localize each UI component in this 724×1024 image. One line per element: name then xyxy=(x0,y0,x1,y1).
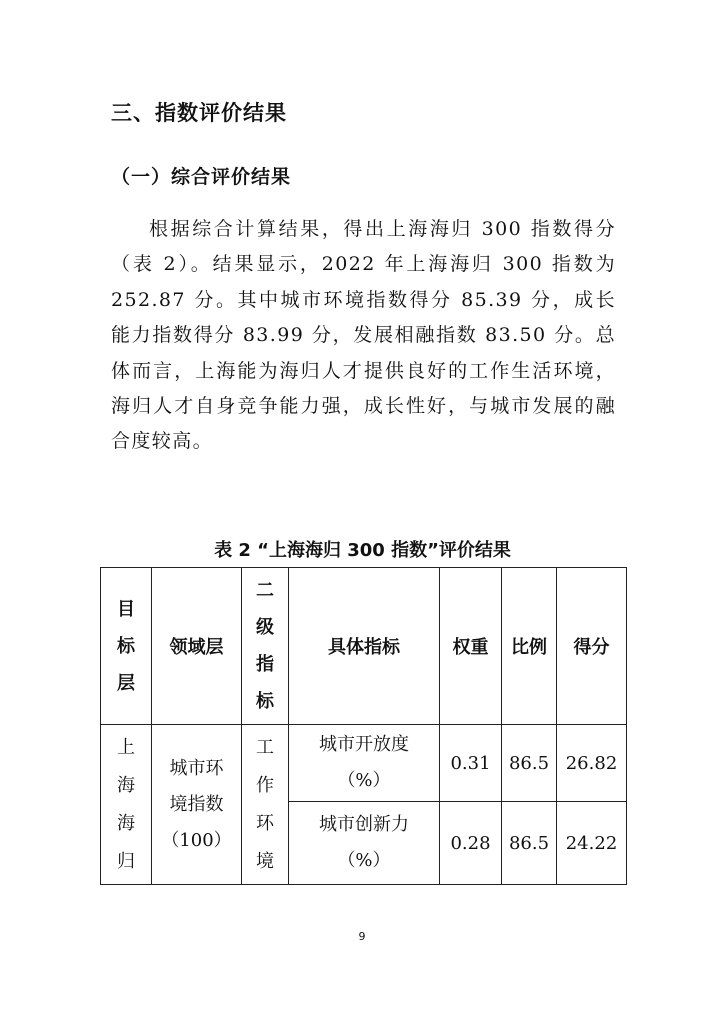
domain-layer-line: 境指数 xyxy=(169,793,224,815)
weight-cell: 0.28 xyxy=(440,802,502,885)
score-cell: 24.22 xyxy=(557,802,627,885)
table-caption: 表 2 “上海海归 300 指数”评价结果 xyxy=(214,540,511,561)
header-weight: 权重 xyxy=(440,568,502,725)
body-paragraph: 根据综合计算结果，得出上海海归 300 指数得分（表 2）。结果显示，2022 年上海海归 300 指数为 252.87 分。其中城市环境指数得分 85.39 分，成长能力指数得分 83.99 分，发展相融指数 83.50 分。总体而言，上海能为海归人才提供良好的工作生活环境，海归人才自身竞争能力强，成长性好，与城市发展的融合度较高。 xyxy=(111,218,616,453)
page-number: 9 xyxy=(358,930,366,943)
results-table xyxy=(100,567,627,885)
ratio-cell: 86.5 xyxy=(502,725,557,802)
header-target-layer: 目标层 xyxy=(101,568,152,725)
table-header-row xyxy=(101,568,627,725)
header-domain-layer: 领域层 xyxy=(152,568,242,725)
domain-layer-line: 城市环 xyxy=(169,757,224,779)
header-specific-indicator: 具体指标 xyxy=(289,568,440,725)
header-score: 得分 xyxy=(557,568,627,725)
subsection-title: （一）综合评价结果 xyxy=(111,166,292,188)
header-secondary-indicator: 二级指标 xyxy=(242,568,289,725)
domain-layer-cell xyxy=(152,725,242,885)
header-ratio: 比例 xyxy=(502,568,557,725)
secondary-indicator-cell: 工作环境 xyxy=(242,725,289,885)
specific-indicator-cell xyxy=(289,725,440,802)
indicator-name: 城市创新力 xyxy=(319,814,409,835)
target-layer-cell: 上海海归 xyxy=(101,725,152,885)
domain-layer-line: （100） xyxy=(161,829,232,851)
weight-cell: 0.31 xyxy=(440,725,502,802)
score-cell: 26.82 xyxy=(557,725,627,802)
specific-indicator-cell xyxy=(289,802,440,885)
indicator-unit: （%） xyxy=(337,850,391,871)
ratio-cell: 86.5 xyxy=(502,802,557,885)
table-row xyxy=(101,725,627,802)
section-title: 三、指数评价结果 xyxy=(111,101,287,125)
indicator-unit: （%） xyxy=(337,770,391,791)
indicator-name: 城市开放度 xyxy=(319,734,409,755)
